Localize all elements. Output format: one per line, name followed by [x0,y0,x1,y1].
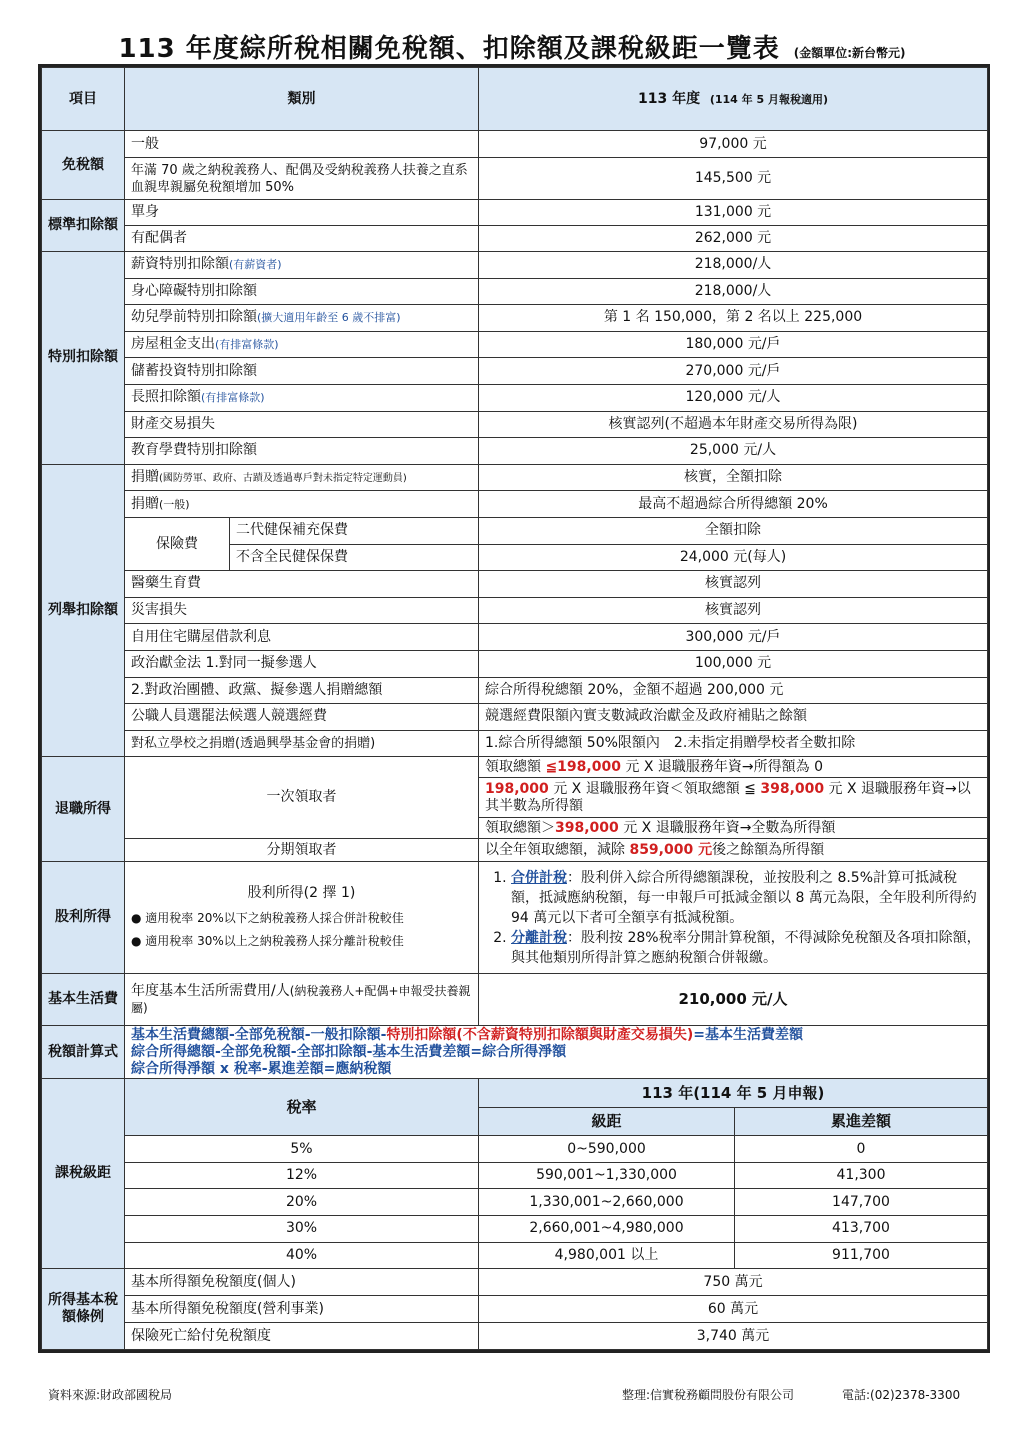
insurance-sub-a: 二代健保補充保費 [230,517,479,544]
special-label: 房屋租金支出(有排富條款) [125,331,479,358]
bracket-diff: 413,700 [735,1216,988,1243]
standard-value-2: 262,000 元 [479,226,988,252]
retire-inst: 分期領取者 [125,839,479,862]
amt-value: 750 萬元 [479,1269,988,1296]
special-label: 長照扣除額(有排富條款) [125,384,479,411]
bracket-rate: 20% [125,1189,479,1216]
retire-line-4: 以全年領取總額，減除 859,000 元後之餘額為所得額 [479,839,988,862]
bracket-diff: 911,700 [735,1242,988,1269]
itemized-value: 100,000 元 [479,650,988,677]
cat-brackets: 課稅級距 [42,1079,125,1269]
itemized-label: 對私立學校之捐贈(透過興學基金會的捐贈) [125,730,479,757]
bracket-range: 2,660,001~4,980,000 [479,1216,735,1243]
special-value: 180,000 元/戶 [479,331,988,358]
basic-label: 年度基本生活所需費用/人(納稅義務人+配偶+申報受扶養親屬) [125,974,479,1026]
itemized-label: 醫藥生育費 [125,571,479,598]
special-label: 身心障礙特別扣除額 [125,278,479,305]
insurance-label: 保險費 [125,517,230,570]
formula-text [125,1026,988,1079]
insurance-sub-b: 不含全民健保保費 [230,544,479,571]
retire-line-2: 198,000 元 X 退職服務年資＜領取總額 ≦ 398,000 元 X 退職服務年資→以其半數為所得額 [479,778,988,818]
formula-line-3: 綜合所得淨額 x 稅率-累進差額=應納稅額 [131,1060,392,1077]
special-value: 120,000 元/人 [479,384,988,411]
itemized-label: 公職人員選罷法候選人競選經費 [125,704,479,731]
special-label: 薪資特別扣除額(有薪資者) [125,252,479,279]
itemized-label: 捐贈(一般) [125,491,479,518]
amt-label: 保險死亡給付免稅額度 [125,1323,479,1350]
standard-value-1: 131,000 元 [479,200,988,226]
bracket-rate: 30% [125,1216,479,1243]
dividend-left [125,862,479,974]
bracket-range: 590,001~1,330,000 [479,1162,735,1189]
header-category: 類別 [125,68,479,131]
standard-label-1: 單身 [125,200,479,226]
bracket-range: 1,330,001~2,660,000 [479,1189,735,1216]
table-header [42,68,988,131]
insurance-value-b: 24,000 元(每人) [479,544,988,571]
dividend-options [485,868,981,968]
footer-source: 資料來源:財政部國稅局 [48,1388,173,1402]
brackets-year-header: 113 年(114 年 5 月申報) [479,1079,988,1108]
formula-line-1: 基本生活費總額-全部免稅額-一般扣除額-特別扣除額(不含薪資特別扣除額與財產交易損失)=基本生活費差額 [131,1026,803,1043]
exemption-value-2: 145,500 元 [479,158,988,200]
cat-retire: 退職所得 [42,757,125,862]
itemized-label: 自用住宅購屋借款利息 [125,624,479,651]
cat-dividend: 股利所得 [42,862,125,974]
cat-itemized: 列舉扣除額 [42,464,125,757]
itemized-value: 競選經費限額內實支數減政治獻金及政府補貼之餘額 [479,704,988,731]
exemption-value-1: 97,000 元 [479,131,988,158]
itemized-value: 核實認列 [479,571,988,598]
basic-value: 210,000 元/人 [479,974,988,1026]
dividend-option-2: 2. 分離計稅：股利按 28%稅率分開計算稅額，不得減除免稅額及各項扣除額，與其他類別所得計算之應納稅額合併報繳。 [511,928,981,968]
cat-amt: 所得基本稅額條例 [42,1269,125,1350]
amt-label: 基本所得額免稅額度(營利事業) [125,1296,479,1323]
dividend-title: 股利所得(2 擇 1) [247,885,356,902]
brackets-range-header: 級距 [479,1108,735,1136]
cat-formula: 稅額計算式 [42,1026,125,1079]
special-label: 儲蓄投資特別扣除額 [125,358,479,385]
dividend-option-1: 1. 合併計稅：股利併入綜合所得總額課稅，並按股利之 8.5%計算可抵減稅額，抵減應納稅額，每一申報戶可抵減金額以 8 萬元為限，全年股利所得約 94 萬元以下者可全額享有抵減稅額。 [511,868,981,928]
itemized-label: 捐贈(國防勞軍、政府、古蹟及透過專戶對未指定特定運動員) [125,464,479,491]
page-title [0,28,1024,65]
brackets-diff-header: 累進差額 [735,1108,988,1136]
retire-lump: 一次領取者 [125,757,479,839]
bracket-rate: 40% [125,1242,479,1269]
itemized-label: 政治獻金法 1.對同一擬參選人 [125,650,479,677]
dividend-bullet-1: ● 適用稅率 20%以下之納稅義務人採合併計稅較佳 [131,911,404,926]
standard-label-2: 有配偶者 [125,226,479,252]
footer-phone: 電話:(02)2378-3300 [842,1388,961,1402]
special-label: 教育學費特別扣除額 [125,438,479,465]
bracket-diff: 0 [735,1136,988,1163]
itemized-value: 300,000 元/戶 [479,624,988,651]
special-value: 核實認列(不超過本年財產交易所得為限) [479,411,988,438]
special-label: 幼兒學前特別扣除額(擴大適用年齡至 6 歲不排富) [125,305,479,332]
itemized-label: 2.對政治團體、政黨、擬參選人捐贈總額 [125,677,479,704]
bracket-diff: 41,300 [735,1162,988,1189]
bracket-rate: 5% [125,1136,479,1163]
footer-org: 整理:信實稅務顧問股份有限公司 [622,1388,795,1402]
itemized-value: 1.綜合所得總額 50%限額內 2.未指定捐贈學校者全數扣除 [479,730,988,757]
cat-basic: 基本生活費 [42,974,125,1026]
amt-value: 60 萬元 [479,1296,988,1323]
itemized-label: 災害損失 [125,597,479,624]
tax-table [41,67,988,1350]
amt-value: 3,740 萬元 [479,1323,988,1350]
special-value: 218,000/人 [479,252,988,279]
itemized-value: 綜合所得稅總額 20%，金額不超過 200,000 元 [479,677,988,704]
tax-table-frame [38,64,990,1353]
cat-exemption: 免稅額 [42,131,125,200]
special-value: 270,000 元/戶 [479,358,988,385]
dividend-right [479,862,988,974]
formula-line-2: 綜合所得總額-全部免稅額-全部扣除額-基本生活費差額=綜合所得淨額 [131,1043,567,1060]
title-main: 113 年度綜所稅相關免稅額、扣除額及課稅級距一覽表 [118,34,780,64]
special-label: 財產交易損失 [125,411,479,438]
itemized-value: 最高不超過綜合所得總額 20% [479,491,988,518]
bracket-diff: 147,700 [735,1189,988,1216]
special-value: 第 1 名 150,000，第 2 名以上 225,000 [479,305,988,332]
bracket-rate: 12% [125,1162,479,1189]
itemized-value: 核實，全額扣除 [479,464,988,491]
cat-special: 特別扣除額 [42,252,125,465]
bracket-range: 0~590,000 [479,1136,735,1163]
exemption-label-2: 年滿 70 歲之納稅義務人、配偶及受納稅義務人扶養之直系血親卑親屬免稅額增加 50% [125,158,479,200]
header-year: 113 年度 (114 年 5 月報稅適用) [479,68,988,131]
retire-line-3: 領取總額＞398,000 元 X 退職服務年資→全數為所得額 [479,818,988,839]
retire-line-1: 領取總額 ≦198,000 元 X 退職服務年資→所得額為 0 [479,757,988,778]
header-item: 項目 [42,68,125,131]
cat-standard: 標準扣除額 [42,200,125,252]
itemized-value: 核實認列 [479,597,988,624]
bracket-range: 4,980,001 以上 [479,1242,735,1269]
title-unit: (金額單位:新台幣元) [793,46,906,60]
special-value: 25,000 元/人 [479,438,988,465]
special-value: 218,000/人 [479,278,988,305]
insurance-value-a: 全額扣除 [479,517,988,544]
amt-label: 基本所得額免稅額度(個人) [125,1269,479,1296]
dividend-bullet-2: ● 適用稅率 30%以上之納稅義務人採分離計稅較佳 [131,934,404,949]
exemption-label-1: 一般 [125,131,479,158]
brackets-rate-header: 稅率 [125,1079,479,1136]
